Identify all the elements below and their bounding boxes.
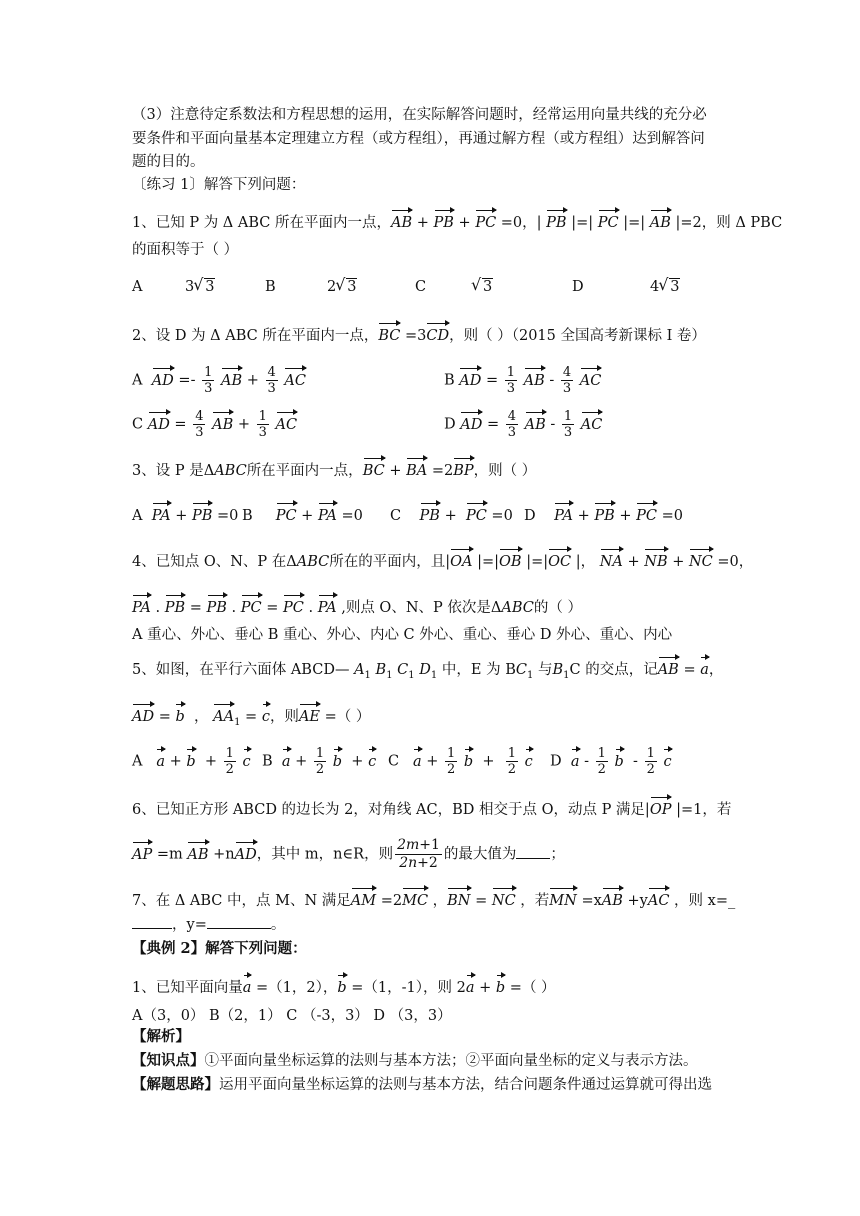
exercise-1-title: 〔练习 1〕解答下列问题： bbox=[132, 177, 306, 193]
question-3-stem: 3、设 P 是ΔABC所在平面内一点，BC + BA =2BP，则（ ） bbox=[132, 457, 742, 482]
question-1-line-1: 1、已知 P 为 Δ ABC 所在平面内一点，AB + PB + PC =0，| PB |=| PC |=| AB |=2，则 Δ PBC bbox=[132, 209, 742, 234]
example-2-question-1-options: A（3，0） B（2，1） C （-3，3） D （3，3） bbox=[132, 1008, 452, 1024]
question-1-line-2: 的面积等于（ ） bbox=[132, 242, 239, 258]
question-2-options-row-2: C AD = $\frac{4}{3}$ AB + $\frac{1}{3}$ AC D AD = $\frac{4}{3}$ AB - $\frac{1}{3}$ AC bbox=[132, 409, 603, 440]
question-4-options: A 重心、外心、垂心 B 重心、外心、内心 C 外心、重心、垂心 D 外心、重心、内心 bbox=[132, 627, 673, 643]
answer-blank[interactable] bbox=[516, 844, 550, 859]
question-2-options-row-1: A AD =- $\frac{1}{3}$ AB + $\frac{4}{3}$ AC B AD = $\frac{1}{3}$ AB - $\frac{4}{3}$ AC bbox=[132, 365, 602, 396]
question-1-options: A 3√ 3 B 2√ 3 C √ 3 D 4√ 3 bbox=[132, 276, 742, 300]
question-2-stem: 2、设 D 为 Δ ABC 所在平面内一点，BC =3CD，则（ ）（2015 全国高考新课标 I 卷） bbox=[132, 322, 742, 347]
example-2-question-1: 1、已知平面向量a =（1，2），b =（1，-1），则 2a + b =（ ） bbox=[132, 974, 742, 999]
question-3-options: A PA + PB =0 B PC + PA =0 C PB + PC =0 D PA + PB + PC =0 bbox=[132, 502, 742, 526]
paragraph-3-line-3: 题的目的。 bbox=[132, 154, 205, 170]
question-5-line-2: AD = b ， $AA_1 = c$，则AE =（ ） bbox=[132, 703, 742, 734]
solution-approach: 【解题思路】运用平面向量坐标运算的法则与基本方法，结合问题条件通过运算就可得出选 bbox=[132, 1076, 712, 1093]
answer-blank-x[interactable] bbox=[132, 914, 172, 929]
knowledge-point: 【知识点】①平面向量坐标运算的法则与基本方法；②平面向量坐标的定义与表示方法。 bbox=[132, 1052, 698, 1069]
paragraph-3-line-2: 要条件和平面向量基本定理建立方程（或方程组），再通过解方程（或方程组）达到解答问 bbox=[132, 131, 705, 147]
question-4-line-1: 4、已知点 O、N、P 在ΔABC所在的平面内，且|OA |=|OB |=|OC |， NA + NB + NC =0， bbox=[132, 548, 742, 573]
paragraph-3-line-1: （3）注意待定系数法和方程思想的运用，在实际解答问题时，经常运用向量共线的充分必 bbox=[132, 107, 707, 123]
question-7-line-2: ，y= 。 bbox=[132, 914, 742, 936]
example-2-title: 【典例 2】解答下列问题： bbox=[132, 940, 307, 957]
question-6-line-2: AP =m AB +nAD，其中 m，n∈R，则 $\frac{2m+1}{2n+2}$ 的最大值为 ； bbox=[132, 837, 565, 871]
question-6-line-1: 6、已知正方形 ABCD 的边长为 2，对角线 AC，BD 相交于点 O，动点 P 满足|OP |=1，若 bbox=[132, 796, 742, 821]
question-5-options: A a + b + $\frac{1}{2}$ c B a + $\frac{1}{2}$ b + c C a + $\frac{1}{2}$ b + $\frac{1}{2}$ c D a - $\frac{1}{2}$ b - $\frac{1}{2}$ c bbox=[132, 746, 672, 777]
question-5-line-1: 5、如图，在平行六面体 ABCD— $A_1$ $B_1$ $C_1$ $D_1$ 中，E 为 $BC_1$ 与$B_1C$ 的交点，记AB = a， bbox=[132, 656, 742, 687]
analysis-heading: 【解析】 bbox=[132, 1028, 190, 1045]
question-4-line-2: PA . PB = PB . PC = PC . PA ,则点 O、N、P 依次是ΔABC的（ ） bbox=[132, 594, 742, 619]
answer-blank-y[interactable] bbox=[207, 914, 271, 929]
question-7-line-1: 7、在 Δ ABC 中，点 M、N 满足AM =2MC ，BN = NC ，若MN =xAB +yAC ，则 x=_ bbox=[132, 887, 742, 912]
